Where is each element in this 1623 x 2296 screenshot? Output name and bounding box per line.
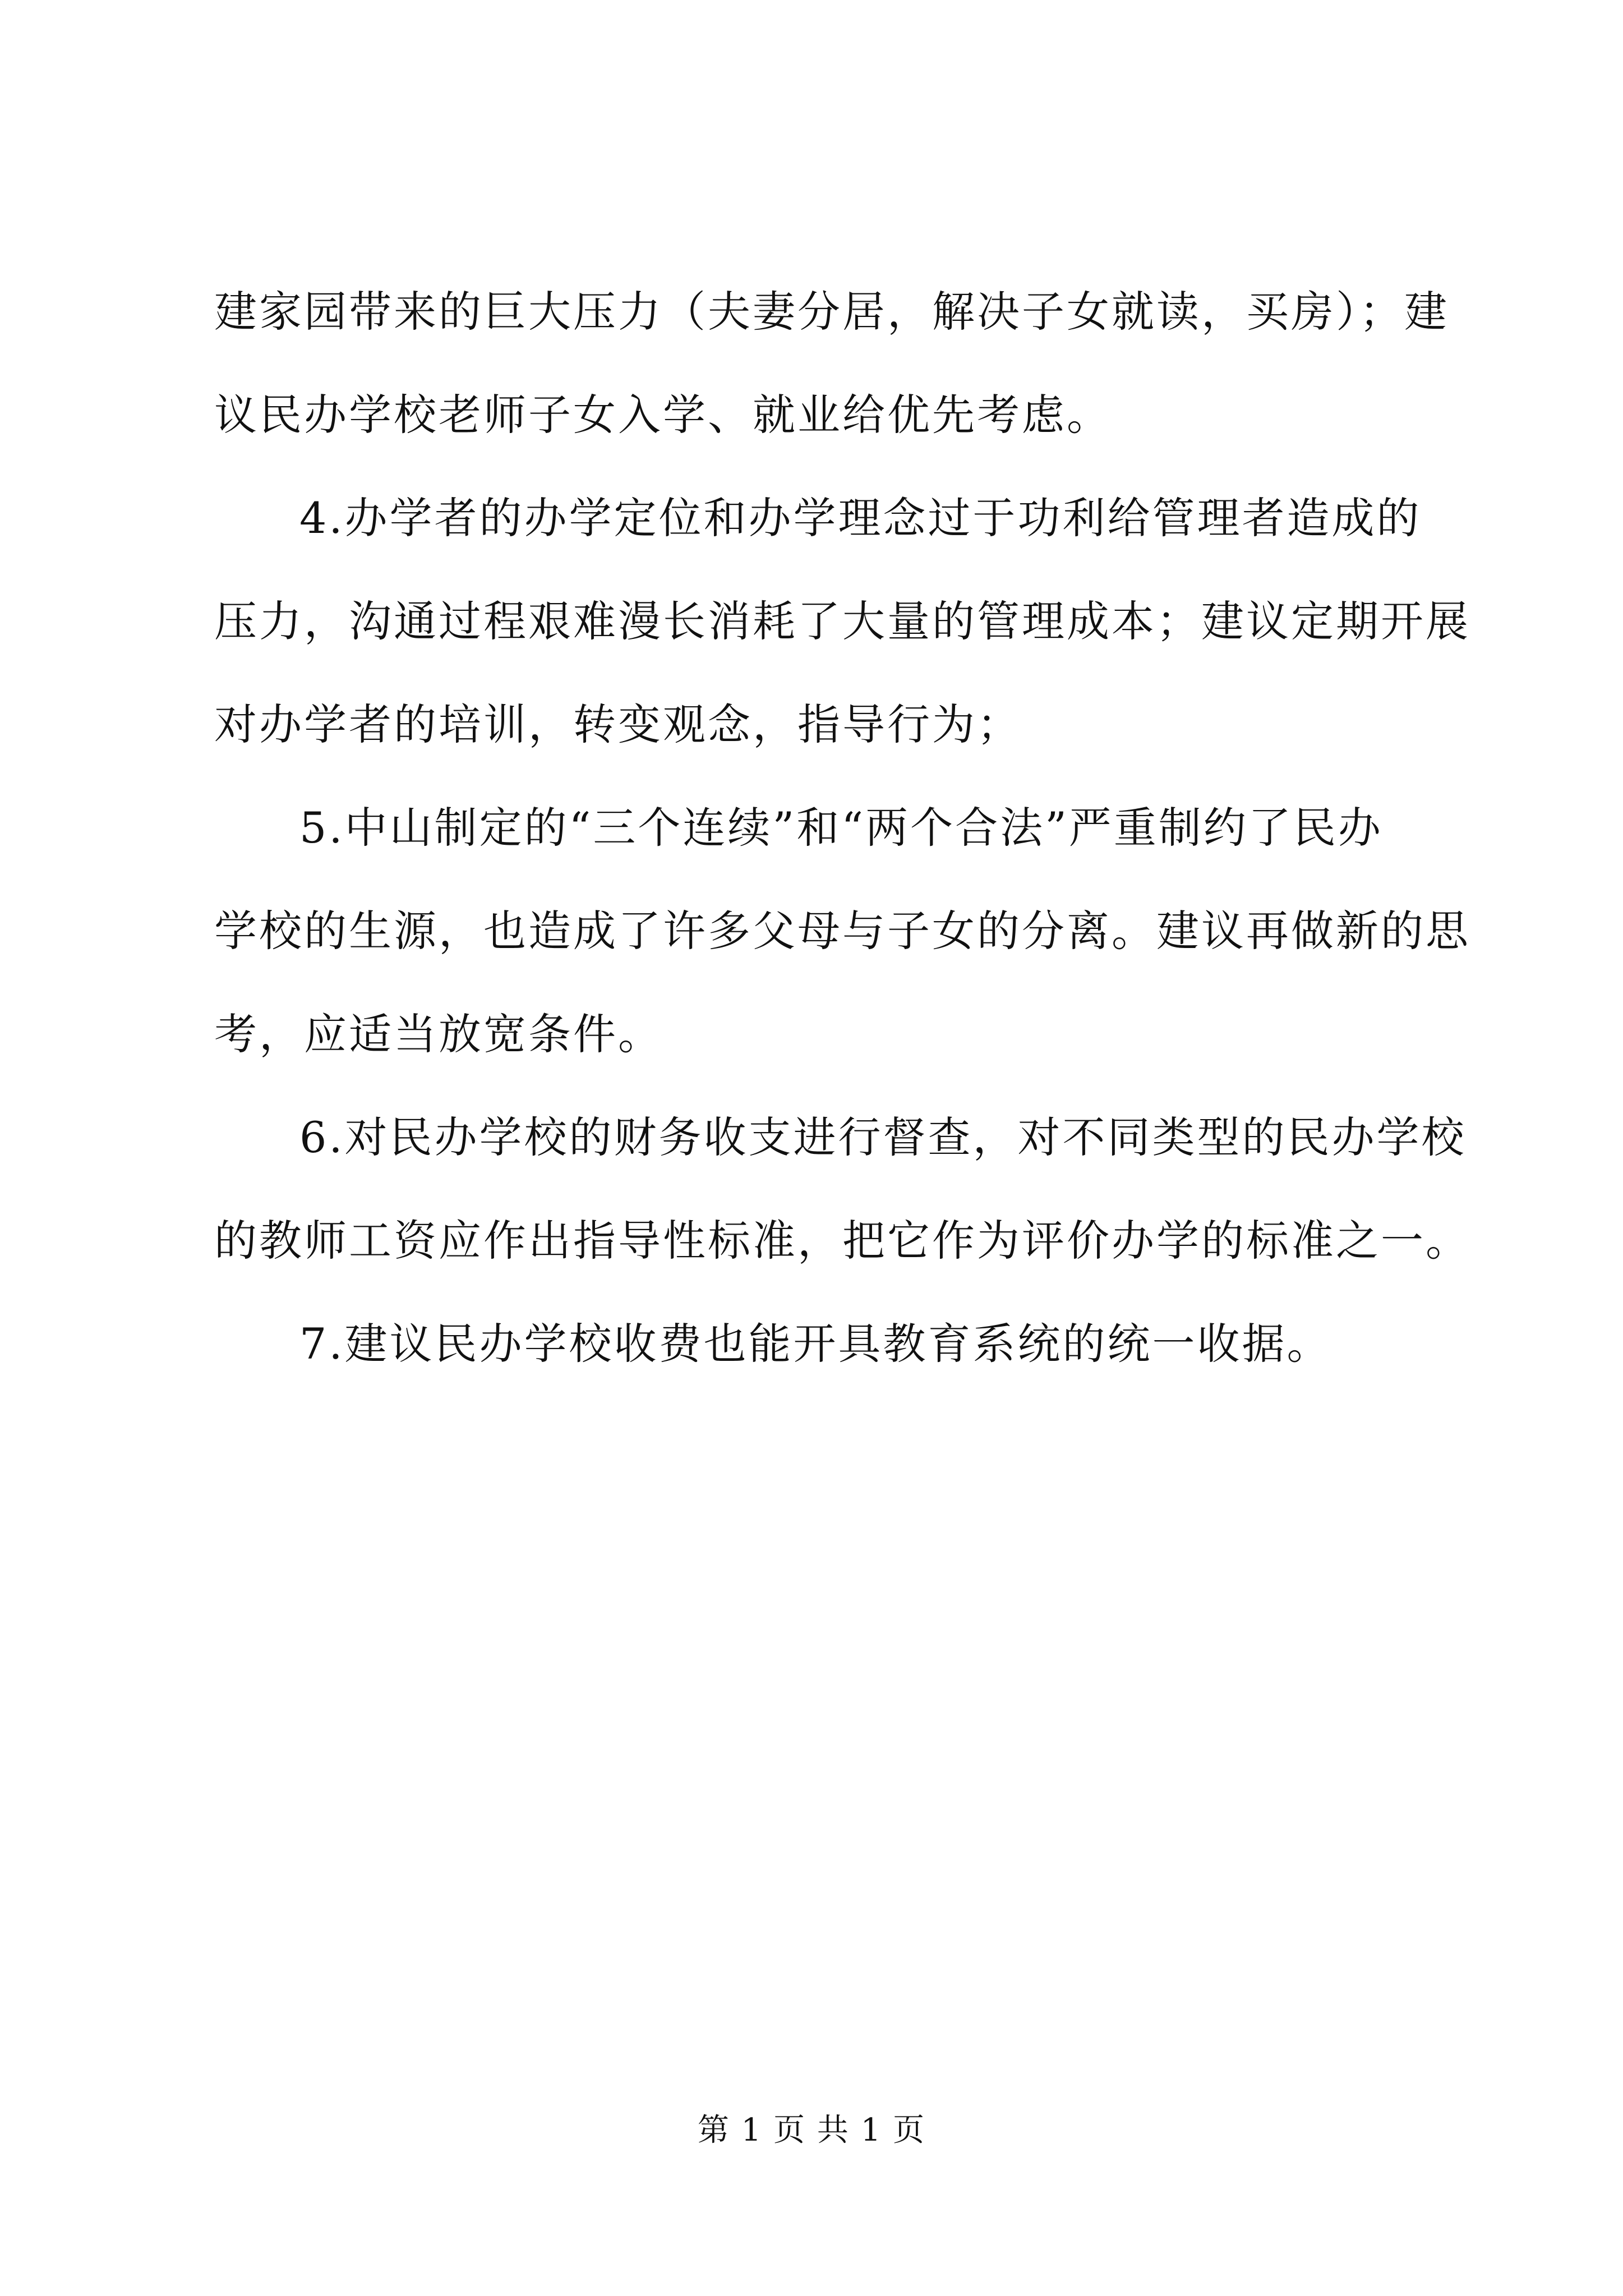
paragraph-item-5: 5.中山制定的“三个连续”和“两个合法”严重制约了民办	[299, 803, 1383, 853]
paragraph-item-4: 4.办学者的办学定位和办学理念过于功利给管理者造成的	[299, 493, 1422, 543]
document-body	[214, 287, 1470, 1426]
page-footer: 第 1 页 共 1 页	[697, 2112, 926, 2148]
paragraph-item-7: 7.建议民办学校收费也能开具教育系统的统一收据。	[299, 1319, 1332, 1369]
text-line: 压力，沟通过程艰难漫长消耗了大量的管理成本；建议定期开展	[214, 596, 1470, 646]
text-line: 建家园带来的巨大压力（夫妻分居，解决子女就读，买房）；建	[214, 287, 1449, 337]
text-line: 考，应适当放宽条件。	[214, 1009, 663, 1059]
paragraph-item-6: 6.对民办学校的财务收支进行督查，对不同类型的民办学校	[299, 1112, 1467, 1162]
text-line: 学校的生源，也造成了许多父母与子女的分离。建议再做新的思	[214, 906, 1470, 956]
text-line: 对办学者的培训，转变观念，指导行为；	[214, 700, 1022, 749]
text-line: 议民办学校老师子女入学、就业给优先考虑。	[214, 390, 1112, 440]
text-line: 的教师工资应作出指导性标准，把它作为评价办学的标准之一。	[214, 1216, 1470, 1266]
